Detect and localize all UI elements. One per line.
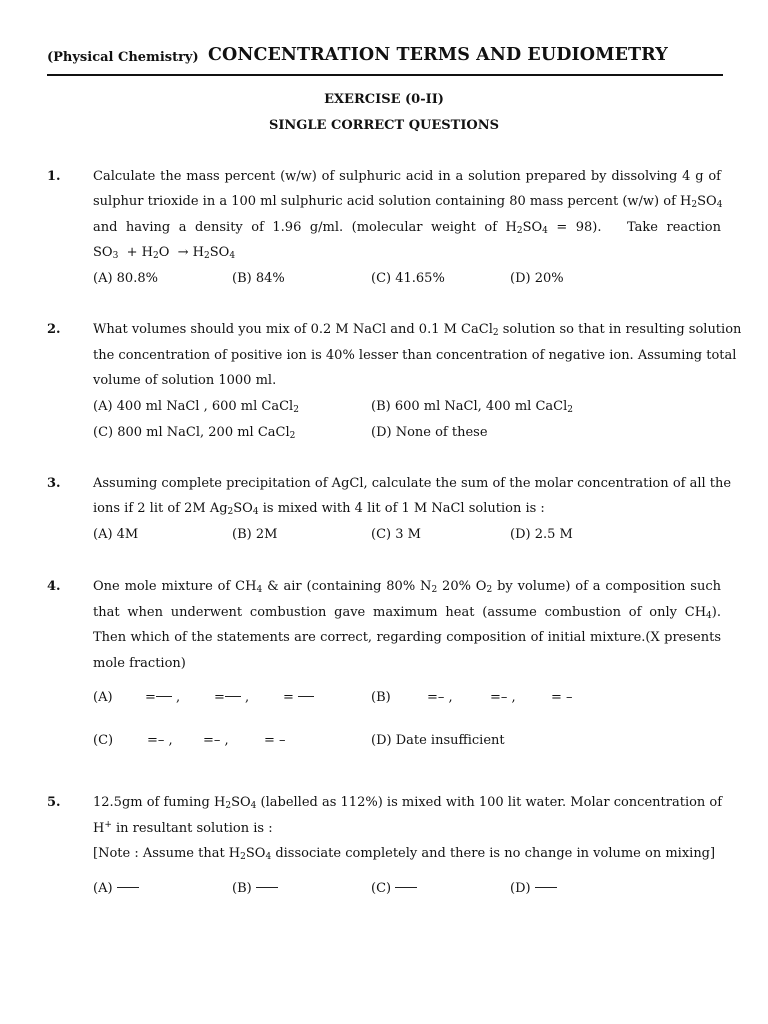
question-2-option-c: (C) 800 ml NaCl, 200 ml CaCl$_2$ — [93, 425, 296, 441]
question-1-line-3: and having a density of 1.96 g/ml. (molecular weight of $H_2SO_4 = 98$). Take reaction — [93, 220, 721, 236]
question-5-option-d: (D) — [510, 881, 557, 896]
question-5-note: [Note : Assume that $H_2SO_4$ dissociate completely and there is no change in volume on mixing] — [93, 846, 716, 862]
question-5-line-1: 12.5gm of fuming $H_2SO_4$ (labelled as 112%) is mixed with 100 lit water. Molar concentration of — [93, 795, 723, 811]
question-2-line-3: volume of solution 1000 ml. — [93, 373, 277, 388]
question-4-option-b-label: (B) — [371, 690, 391, 705]
question-4-option-a-expr-3: = — [283, 690, 314, 705]
question-5-option-a: (A) — [93, 881, 139, 896]
question-4-option-b-expr-3: = – — [551, 690, 573, 705]
question-3-option-b: (B) 2M — [232, 527, 278, 542]
page-header — [47, 44, 723, 76]
question-3-option-d: (D) 2.5 M — [510, 527, 573, 542]
question-1-reaction: $SO_3 + H_2O \to H_2SO_4$ — [93, 245, 236, 261]
question-2-number: 2. — [47, 322, 61, 337]
question-3-number: 3. — [47, 476, 61, 491]
question-5-option-c: (C) — [371, 881, 417, 896]
question-1-option-a: (A) 80.8% — [93, 271, 158, 286]
question-4-line-1: One mole mixture of $CH_4$ & air (containing 80% $N_2$ 20% $O_2$ by volume) of a composition such — [93, 579, 721, 595]
question-1-option-b: (B) 84% — [232, 271, 285, 286]
question-1-option-c: (C) 41.65% — [371, 271, 445, 286]
question-4-option-c-label: (C) — [93, 733, 114, 748]
question-4-line-3: Then which of the statements are correct, regarding composition of initial mixture.(X presents — [93, 630, 721, 645]
question-4-option-a-expr-1: = , — [145, 690, 181, 705]
question-1-line-2: sulphur trioxide in a 100 ml sulphuric acid solution containing 80 mass percent (w/w) of $H_2SO_4$ — [93, 194, 723, 210]
question-2-option-a: (A) 400 ml NaCl , 600 ml CaCl$_2$ — [93, 399, 299, 415]
question-2-option-d: (D) None of these — [371, 425, 488, 440]
question-2-option-b: (B) 600 ml NaCl, 400 ml CaCl$_2$ — [371, 399, 573, 415]
question-4-option-b-expr-1: =– , — [427, 690, 453, 705]
question-1-number: 1. — [47, 169, 61, 184]
question-2-line-2: the concentration of positive ion is 40% lesser than concentration of negative ion. Assuming total — [93, 348, 737, 363]
question-4-line-4: mole fraction) — [93, 656, 186, 671]
question-1-line-1: Calculate the mass percent (w/w) of sulphuric acid in a solution prepared by dissolving 4 g of — [93, 169, 721, 184]
question-3-option-c: (C) 3 M — [371, 527, 421, 542]
question-5-number: 5. — [47, 795, 61, 810]
header-rule — [47, 74, 723, 76]
question-5-option-b: (B) — [232, 881, 278, 896]
question-1-option-d: (D) 20% — [510, 271, 564, 286]
exercise-title: EXERCISE (0-II) — [324, 92, 444, 107]
question-5-line-2: H+ in resultant solution is : — [93, 820, 273, 836]
question-4-option-d: (D) Date insufficient — [371, 733, 505, 748]
question-3-line-1: Assuming complete precipitation of AgCl, calculate the sum of the molar concentration of all the — [93, 476, 732, 491]
question-2-line-1: What volumes should you mix of 0.2 M NaCl and 0.1 M CaCl$_2$ solution so that in resulting solution — [93, 322, 742, 338]
exercise-subtitle: SINGLE CORRECT QUESTIONS — [268, 118, 500, 133]
subject-label: (Physical Chemistry) — [47, 50, 199, 65]
chapter-title: CONCENTRATION TERMS AND EUDIOMETRY — [208, 45, 668, 65]
question-4-option-c-expr-2: =– , — [203, 733, 229, 748]
question-3-line-2: ions if 2 lit of 2M $Ag_2SO_4$ is mixed with 4 lit of 1 M NaCl solution is : — [93, 501, 545, 517]
question-4-option-b-expr-2: =– , — [490, 690, 516, 705]
question-4-option-c-expr-1: =– , — [147, 733, 173, 748]
question-4-option-a-label: (A) — [93, 690, 113, 705]
question-4-option-c-expr-3: = – — [264, 733, 286, 748]
question-4-option-a-expr-2: = , — [214, 690, 250, 705]
question-3-option-a: (A) 4M — [93, 527, 139, 542]
question-4-line-2: that when underwent combustion gave maximum heat (assume combustion of only $CH_4$). — [93, 605, 721, 621]
question-4-number: 4. — [47, 579, 61, 594]
